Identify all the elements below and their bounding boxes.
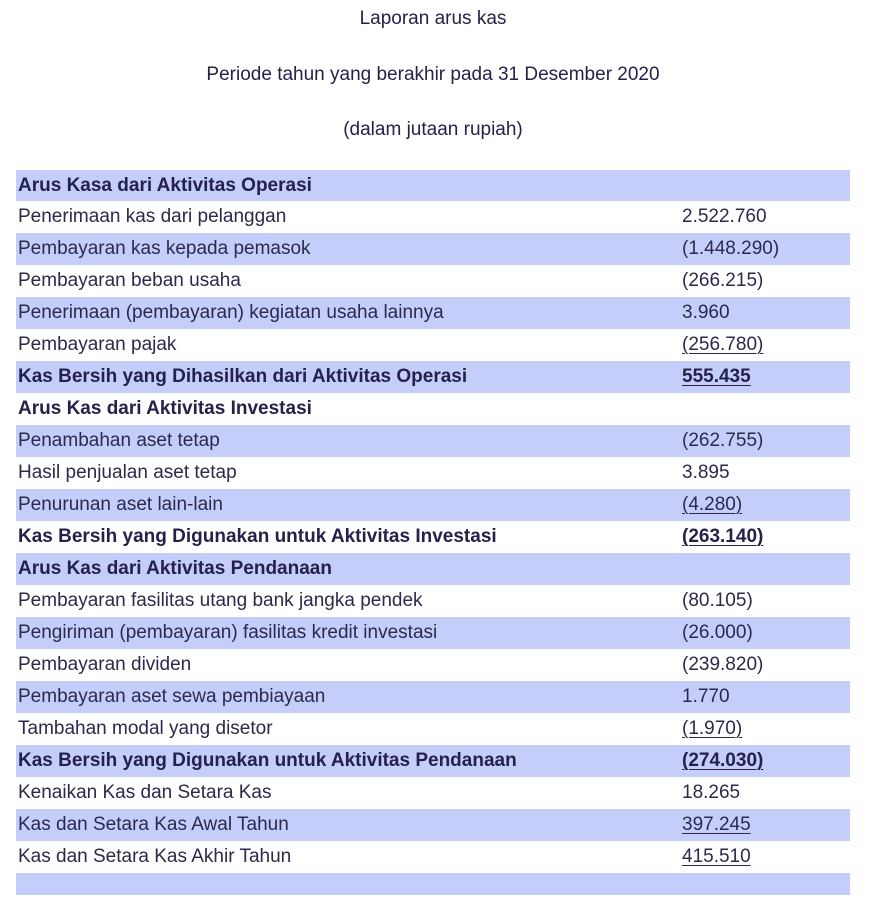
table-row: [16, 297, 850, 329]
row-value: (1.448.290): [680, 233, 850, 265]
row-label: Arus Kasa dari Aktivitas Operasi: [16, 170, 680, 201]
section-header-financing: [16, 553, 850, 585]
row-label: Penerimaan kas dari pelanggan: [18, 206, 287, 227]
row-label: Pembayaran aset sewa pembiayaan: [16, 681, 680, 713]
table-row: [16, 809, 850, 841]
row-value: 3.895: [682, 462, 730, 483]
row-label: Kas dan Setara Kas Awal Tahun: [16, 809, 680, 841]
row-label: Penambahan aset tetap: [16, 425, 680, 457]
table-row: [16, 777, 850, 809]
row-label: Kenaikan Kas dan Setara Kas: [18, 782, 272, 803]
table-row: [16, 681, 850, 713]
row-value: 3.960: [680, 297, 850, 329]
report-period: Periode tahun yang berakhir pada 31 Desember 2020: [206, 64, 660, 85]
subtotal-row-operating: [16, 361, 850, 393]
row-value: 555.435: [680, 361, 850, 393]
row-value: [680, 553, 850, 585]
row-value: 415.510: [682, 846, 751, 867]
row-label: Kas Bersih yang Digunakan untuk Aktivitas Pendanaan: [16, 745, 680, 777]
row-value: 397.245: [680, 809, 850, 841]
row-value: (26.000): [680, 617, 850, 649]
table-row: [16, 201, 850, 233]
table-row: [16, 649, 850, 681]
section-header-operating: [16, 170, 850, 201]
subtotal-row-financing: [16, 745, 850, 777]
row-label: Kas Bersih yang Digunakan untuk Aktivitas Investasi: [18, 526, 497, 547]
row-label: Pembayaran kas kepada pemasok: [16, 233, 680, 265]
table-row: [16, 457, 850, 489]
report-unit: (dalam jutaan rupiah): [343, 119, 523, 140]
row-label: Tambahan modal yang disetor: [18, 718, 273, 739]
row-value: 1.770: [680, 681, 850, 713]
row-value: (80.105): [682, 590, 753, 611]
row-value: (262.755): [680, 425, 850, 457]
row-value: (256.780): [682, 334, 764, 355]
row-label: Pembayaran pajak: [18, 334, 177, 355]
row-label: Arus Kas dari Aktivitas Pendanaan: [16, 553, 680, 585]
row-label: Kas dan Setara Kas Akhir Tahun: [18, 846, 292, 867]
table-row: [16, 617, 850, 649]
table-row: [16, 841, 850, 873]
row-label: Pembayaran beban usaha: [18, 270, 241, 291]
row-value: (274.030): [680, 745, 850, 777]
subtotal-row-investing: [16, 521, 850, 553]
table-row: [16, 713, 850, 745]
row-value: 18.265: [682, 782, 741, 803]
row-label: Pembayaran fasilitas utang bank jangka pendek: [18, 590, 423, 611]
row-value: (239.820): [682, 654, 764, 675]
blank-row: [16, 873, 850, 895]
row-value: 2.522.760: [682, 206, 767, 227]
table-row: [16, 425, 850, 457]
cash-flow-table: [16, 170, 850, 895]
table-row: [16, 489, 850, 521]
row-label: Pengiriman (pembayaran) fasilitas kredit investasi: [16, 617, 680, 649]
row-label: Arus Kas dari Aktivitas Investasi: [18, 398, 312, 419]
report-title: Laporan arus kas: [359, 8, 507, 29]
row-value: (4.280): [680, 489, 850, 521]
table-row: [16, 265, 850, 297]
row-value: (266.215): [682, 270, 764, 291]
row-label: Kas Bersih yang Dihasilkan dari Aktivitas Operasi: [16, 361, 680, 393]
row-value: (1.970): [682, 718, 743, 739]
row-value: (263.140): [682, 526, 764, 547]
row-value: [680, 170, 850, 201]
row-label: Penerimaan (pembayaran) kegiatan usaha lainnya: [16, 297, 680, 329]
table-row: [16, 233, 850, 265]
table-row: [16, 585, 850, 617]
row-label: Hasil penjualan aset tetap: [18, 462, 237, 483]
row-value: [680, 393, 850, 425]
row-label: Pembayaran dividen: [18, 654, 192, 675]
section-header-investing: [16, 393, 850, 425]
row-label: Penurunan aset lain-lain: [16, 489, 680, 521]
table-row: [16, 329, 850, 361]
